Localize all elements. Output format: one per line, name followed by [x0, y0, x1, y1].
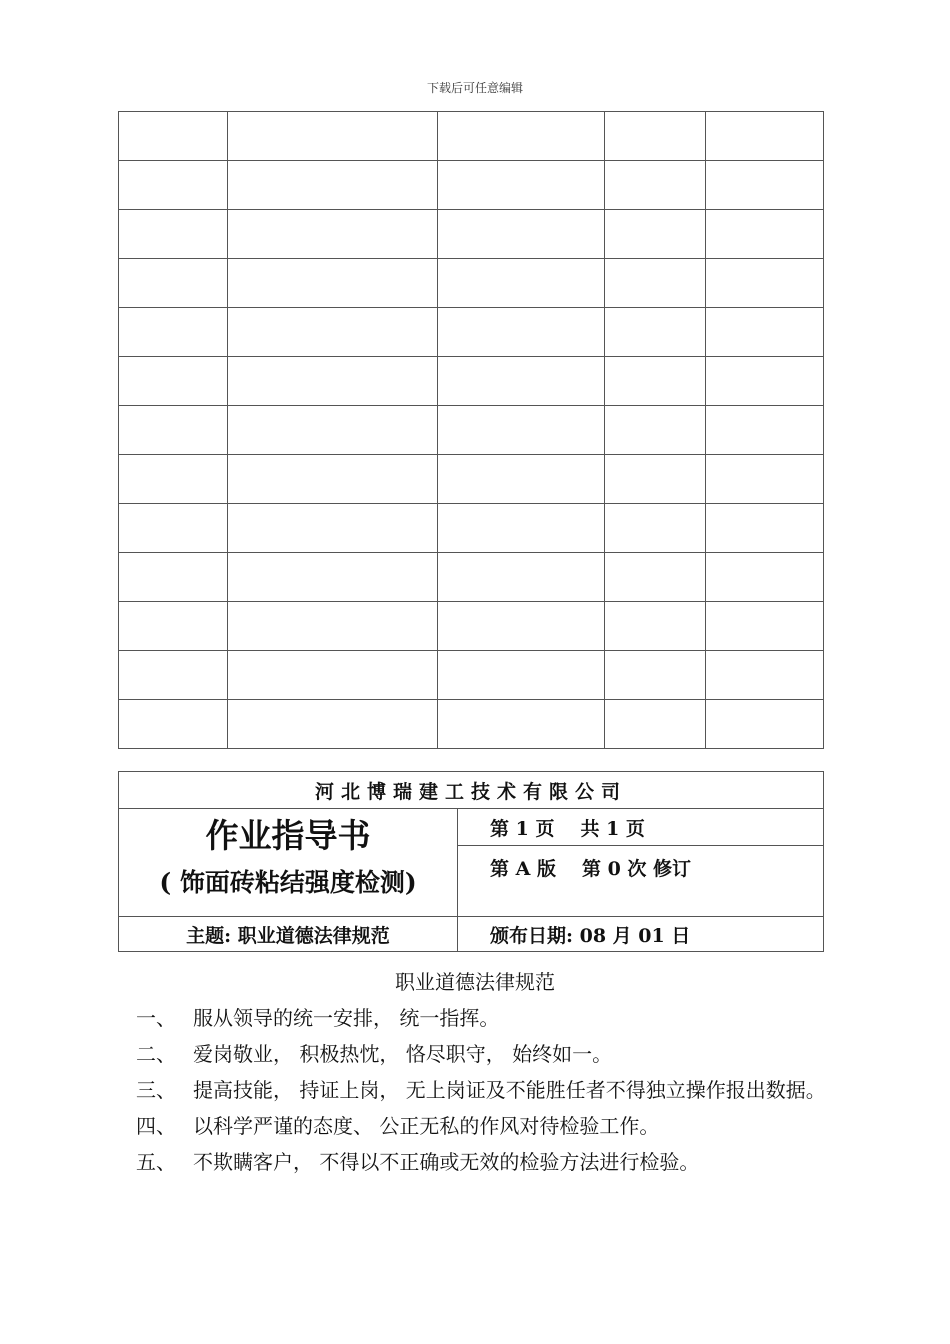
table-cell	[605, 455, 706, 504]
version-info	[458, 846, 824, 917]
document-title: 作业指导书	[205, 816, 371, 855]
table-cell	[228, 210, 438, 259]
table-cell	[605, 553, 706, 602]
table-cell	[228, 406, 438, 455]
table-cell	[706, 308, 824, 357]
table-cell	[228, 112, 438, 161]
total-pages: 共 1 页	[580, 817, 645, 840]
table-cell	[228, 455, 438, 504]
version-number: 第 A 版	[490, 858, 556, 880]
table-cell	[706, 112, 824, 161]
issue-date: 颁布日期: 08 月 01 日	[458, 917, 824, 952]
table-cell	[706, 259, 824, 308]
table-cell	[706, 161, 824, 210]
table-cell	[119, 504, 228, 553]
table-cell	[438, 259, 605, 308]
table-row	[119, 455, 824, 504]
table-cell	[119, 112, 228, 161]
table-cell	[228, 700, 438, 749]
table-cell	[228, 308, 438, 357]
table-cell	[119, 455, 228, 504]
item-number: 二、	[136, 1042, 176, 1066]
table-cell	[438, 210, 605, 259]
table-row	[119, 553, 824, 602]
table-row	[119, 210, 824, 259]
table-cell	[605, 210, 706, 259]
table-cell	[438, 161, 605, 210]
table-row	[119, 602, 824, 651]
table-cell	[119, 651, 228, 700]
table-cell	[605, 602, 706, 651]
item-number: 三、	[136, 1078, 176, 1102]
table-cell	[119, 259, 228, 308]
table-cell	[605, 357, 706, 406]
list-item	[136, 1001, 826, 1035]
table-cell	[438, 651, 605, 700]
item-text: 以科学严谨的态度、 公正无私的作风对待检验工作。	[193, 1114, 660, 1138]
title-cell	[119, 809, 458, 917]
item-text: 不欺瞒客户， 不得以不正确或无效的检验方法进行检验。	[193, 1150, 700, 1174]
page-number: 第 1 页	[490, 817, 555, 840]
table-cell	[119, 210, 228, 259]
table-cell	[438, 700, 605, 749]
table-cell	[605, 700, 706, 749]
table-cell	[438, 406, 605, 455]
table-cell	[605, 651, 706, 700]
table-cell	[119, 553, 228, 602]
company-name: 河北博瑞建工技术有限公司	[119, 772, 824, 809]
table-row	[119, 112, 824, 161]
item-number: 五、	[136, 1150, 176, 1174]
item-number: 四、	[136, 1114, 176, 1138]
table-cell	[119, 357, 228, 406]
table-cell	[119, 700, 228, 749]
table-cell	[228, 602, 438, 651]
table-cell	[605, 308, 706, 357]
list-item	[136, 1037, 826, 1071]
table-cell	[228, 161, 438, 210]
table-cell	[119, 161, 228, 210]
table-cell	[706, 210, 824, 259]
table-row	[119, 406, 824, 455]
table-cell	[228, 553, 438, 602]
table-cell	[706, 406, 824, 455]
table-row	[119, 308, 824, 357]
document-subtitle: ( 饰面砖粘结强度检测)	[159, 868, 417, 897]
item-text: 提高技能， 持证上岗， 无上岗证及不能胜任者不得独立操作报出数据。	[193, 1078, 826, 1102]
item-text: 爱岗敬业， 积极热忱， 恪尽职守， 始终如一。	[193, 1042, 613, 1066]
table-cell	[119, 406, 228, 455]
table-cell	[438, 553, 605, 602]
watermark-text: 下载后可任意编辑	[426, 81, 523, 95]
table-cell	[228, 504, 438, 553]
table-row	[119, 259, 824, 308]
table-row	[119, 700, 824, 749]
table-cell	[438, 455, 605, 504]
table-cell	[119, 602, 228, 651]
list-item	[136, 1145, 826, 1179]
table-cell	[605, 112, 706, 161]
table-cell	[706, 357, 824, 406]
table-cell	[228, 357, 438, 406]
table-cell	[438, 308, 605, 357]
table-cell	[706, 700, 824, 749]
table-cell	[438, 357, 605, 406]
list-item	[136, 1109, 826, 1143]
table-cell	[605, 406, 706, 455]
table-cell	[605, 259, 706, 308]
table-cell	[706, 504, 824, 553]
table-cell	[438, 504, 605, 553]
table-row	[119, 161, 824, 210]
rules-list	[136, 1001, 826, 1181]
table-cell	[706, 553, 824, 602]
table-cell	[605, 161, 706, 210]
item-number: 一、	[136, 1006, 176, 1030]
blank-record-table	[118, 111, 824, 749]
document-header-table	[118, 771, 824, 952]
table-row	[119, 651, 824, 700]
table-cell	[706, 651, 824, 700]
table-cell	[438, 112, 605, 161]
revision-number: 第 0 次 修订	[581, 858, 692, 880]
table-cell	[706, 455, 824, 504]
section-title: 职业道德法律规范	[395, 970, 555, 994]
table-row	[119, 357, 824, 406]
table-cell	[228, 651, 438, 700]
table-cell	[605, 504, 706, 553]
table-cell	[228, 259, 438, 308]
table-cell	[706, 602, 824, 651]
subject: 主题: 职业道德法律规范	[119, 917, 458, 952]
item-text: 服从领导的统一安排， 统一指挥。	[193, 1006, 500, 1030]
table-row	[119, 504, 824, 553]
page-info	[458, 809, 824, 846]
list-item	[136, 1073, 826, 1107]
table-cell	[438, 602, 605, 651]
table-cell	[119, 308, 228, 357]
